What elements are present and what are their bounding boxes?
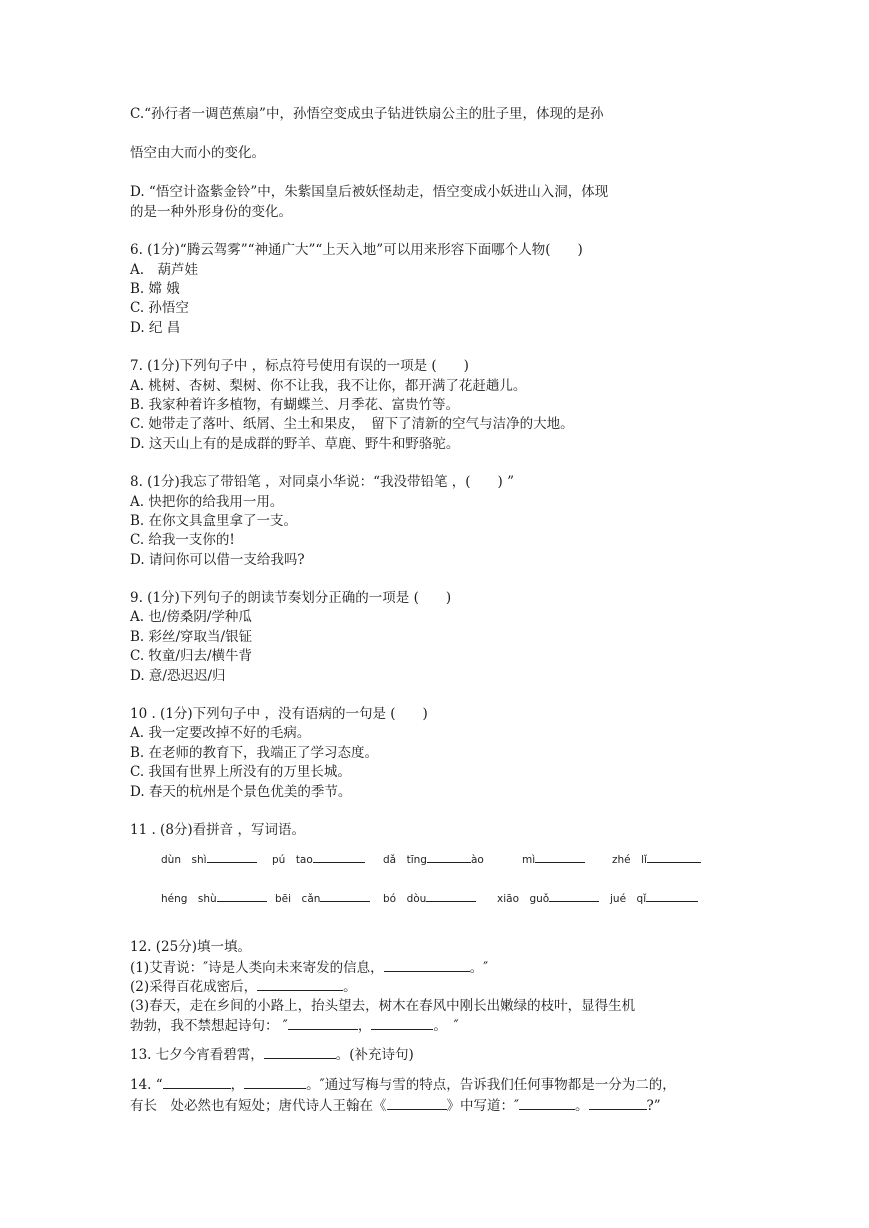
answer-blank[interactable] — [320, 891, 370, 902]
answer-blank[interactable] — [549, 891, 599, 902]
answer-blank[interactable] — [384, 957, 470, 972]
pinyin-item: bēi cǎn — [275, 891, 370, 906]
answer-blank[interactable] — [313, 852, 365, 863]
pinyin-item: zhé lǐ — [612, 852, 701, 867]
answer-blank[interactable] — [387, 1095, 447, 1110]
pinyin-item: dùn shì — [161, 852, 257, 867]
option-d-line2: 的是一种外形身份的变化。 — [130, 204, 292, 220]
q10-option-b: B. 在老师的教育下，我端正了学习态度。 — [130, 745, 379, 761]
q9-option-c: C. 牧童/归去/横牛背 — [130, 648, 253, 664]
q7-option-d: D. 这天山上有的是成群的野羊、草鹿、野牛和野骆驼。 — [130, 436, 460, 452]
q6-option-c: C. 孙悟空 — [130, 300, 189, 316]
q10-option-a: A. 我一定要改掉不好的毛病。 — [130, 725, 311, 741]
pinyin-item: héng shù — [161, 891, 267, 906]
q10-stem: 10 . (1分)下列句子中 ，没有语病的一句是 ( ) — [130, 706, 428, 722]
q8-stem: 8. (1分)我忘了带铅笔 ，对同桌小华说：“我没带铅笔 ，( ) ” — [130, 474, 515, 490]
answer-blank[interactable] — [207, 852, 257, 863]
pinyin-item: jué qǐ — [610, 891, 698, 906]
q8-option-c: C. 给我一支你的! — [130, 532, 235, 548]
answer-blank[interactable] — [257, 976, 343, 991]
answer-blank[interactable] — [519, 1095, 575, 1110]
pinyin-item: pú tao — [272, 852, 365, 867]
q10-option-c: C. 我国有世界上所没有的万里长城。 — [130, 764, 351, 780]
q9-option-b: B. 彩丝/穿取当/银钲 — [130, 629, 253, 645]
answer-blank[interactable] — [264, 1044, 336, 1059]
answer-blank[interactable] — [589, 1095, 647, 1110]
q12-part2: (2)采得百花成密后， 。 — [130, 976, 357, 997]
answer-blank[interactable] — [646, 891, 698, 902]
q6-option-d: D. 纪 昌 — [130, 320, 181, 336]
answer-blank[interactable] — [163, 1074, 231, 1089]
q7-option-a: A. 桃树、杏树、梨树、你不让我，我不让你，都开满了花赶趟儿。 — [130, 378, 527, 394]
q13-line: 13. 七夕今宵看碧霄， 。(补充诗句) — [130, 1044, 414, 1065]
answer-blank[interactable] — [647, 852, 701, 863]
answer-blank[interactable] — [217, 891, 267, 902]
q10-option-d: D. 春天的杭州是个景色优美的季节。 — [130, 784, 352, 800]
answer-blank[interactable] — [427, 852, 471, 863]
answer-blank[interactable] — [426, 891, 476, 902]
q14-line2: 有长 处必然也有短处；唐代诗人王翰在《 》中写道：″ 。 ?” — [130, 1095, 661, 1116]
q7-option-c: C. 她带走了落叶、纸屑、尘土和果皮， 留下了清新的空气与洁净的大地。 — [130, 416, 574, 432]
answer-blank[interactable] — [535, 852, 585, 863]
answer-blank[interactable] — [244, 1074, 306, 1089]
q8-option-d: D. 请问你可以借一支给我吗? — [130, 552, 305, 568]
q9-option-d: D. 意/恐迟迟/归 — [130, 668, 226, 684]
q9-stem: 9. (1分)下列句子的朗读节奏划分正确的一项是 ( ) — [130, 590, 452, 606]
q12-stem: 12. (25分)填一填。 — [130, 939, 251, 955]
answer-blank[interactable] — [371, 1015, 433, 1030]
q6-option-a: A. 葫芦娃 — [130, 262, 199, 278]
pinyin-item: bó dòu — [383, 891, 476, 906]
q12-part3-line2: 勃勃，我不禁想起诗句： ″ ， 。 ″ — [130, 1015, 459, 1036]
q6-stem: 6. (1分)“腾云驾雾”“神通广大”“上天入地”可以用来形容下面哪个人物( ) — [130, 242, 583, 258]
option-d-line1: D. “悟空计盗紫金铃”中，朱紫国皇后被妖怪劫走，悟空变成小妖进山入洞，体现 — [130, 184, 609, 200]
pinyin-item: dǎ tīng ào — [383, 854, 484, 866]
pinyin-item: xiāo guǒ — [497, 891, 599, 906]
q11-stem: 11 . (8分)看拼音 ，写词语。 — [130, 822, 305, 838]
q14-line1: 14. “ ， 。″通过写梅与雪的特点，告诉我们任何事物都是一分为二的， — [130, 1074, 676, 1095]
q7-stem: 7. (1分)下列句子中 ，标点符号使用有误的一项是 ( ) — [130, 358, 469, 374]
q6-option-b: B. 嫦 娥 — [130, 281, 180, 297]
q12-part1: (1)艾青说：″诗是人类向未来寄发的信息， 。″ — [130, 957, 488, 978]
answer-blank[interactable] — [288, 1015, 358, 1030]
q7-option-b: B. 我家种着许多植物，有蝴蝶兰、月季花、富贵竹等。 — [130, 397, 460, 413]
q8-option-a: A. 快把你的给我用一用。 — [130, 494, 284, 510]
pinyin-item: mì — [522, 852, 585, 866]
q8-option-b: B. 在你文具盒里拿了一支。 — [130, 513, 298, 529]
option-c-line2: 悟空由大而小的变化。 — [130, 145, 265, 161]
q12-part3-line1: (3)春天，走在乡间的小路上，抬头望去，树木在春风中刚长出嫩绿的枝叶，显得生机 — [130, 998, 636, 1014]
option-c-line1: C.“孙行者一调芭蕉扇”中，孙悟空变成虫子钻进铁扇公主的肚子里，体现的是孙 — [130, 106, 604, 122]
q9-option-a: A. 也/傍桑阴/学种瓜 — [130, 609, 252, 625]
